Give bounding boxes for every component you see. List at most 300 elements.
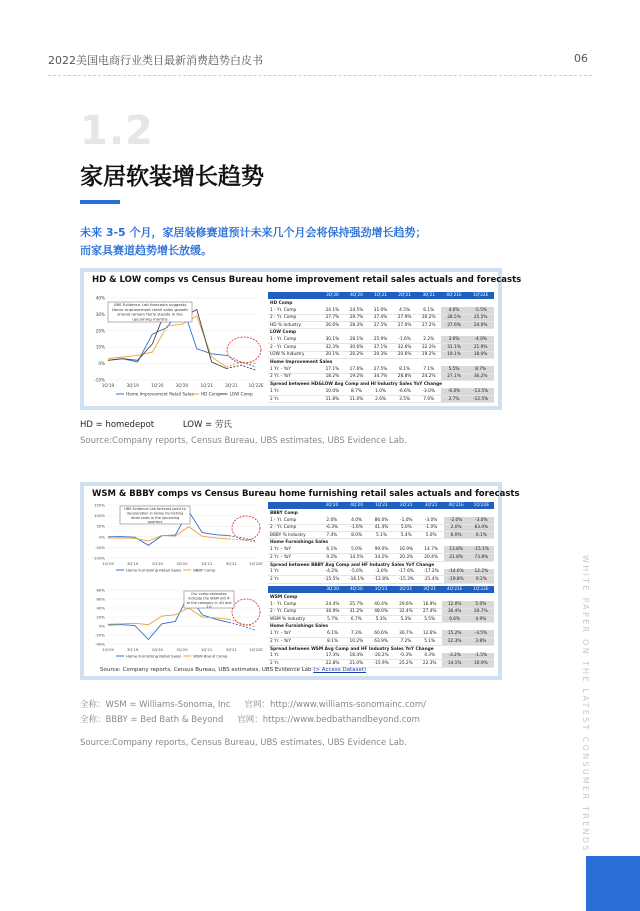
figure1-line-chart [86, 288, 264, 400]
table-cell: 30.6% [344, 344, 368, 351]
figure2-wsm-table [268, 586, 494, 668]
table-cell: 20.2% [344, 351, 368, 358]
table-cell: 4.0% [344, 517, 369, 524]
table-cell: 2.6% [369, 395, 393, 402]
annotation-text: UBS Evidence Lab forecasts suggests [113, 302, 187, 307]
table-cell: 3.0% [441, 336, 468, 343]
table-cell: -3.0% [369, 569, 394, 576]
table-row [268, 366, 494, 373]
y-tick-label: 10% [95, 344, 105, 350]
bbby-fullname: 全称：BBBY = Bed Bath & Beyond [80, 715, 224, 725]
table-cell: 27.1% [441, 373, 468, 380]
table-cell: 7.2% [394, 638, 418, 645]
table-cell: 10.0% [320, 388, 344, 395]
table-cell: 16.9% [468, 660, 494, 667]
table-cell: 8.7% [467, 366, 494, 373]
x-tick-label: 3Q'19 [127, 561, 139, 566]
table-cell: 22.8% [321, 660, 345, 667]
table-cell: 10.2% [344, 638, 368, 645]
table-cell: 8.7% [344, 388, 368, 395]
figure2-table-bottom-panel [268, 586, 494, 668]
lead-paragraph [80, 224, 480, 260]
table-cell: 31.0% [369, 307, 393, 314]
x-tick-label: 1Q'21 [201, 647, 213, 652]
table-cell: 21.9% [467, 344, 494, 351]
table-cell: 31.2% [344, 608, 368, 615]
row-label: 2 Yr. [268, 395, 320, 402]
table-row [268, 322, 494, 329]
table-row [268, 307, 494, 314]
bbby-website: 官网：https://www.bedbathandbeyond.com [237, 715, 420, 725]
row-label: 1 Yr. - YoY [268, 546, 319, 553]
side-vertical-text: WHITE PAPER ON THE LATEST CONSUMER TRENDS [581, 555, 590, 853]
row-label: 1 - Yr. Comp [268, 517, 319, 524]
table-cell: 2.2% [417, 336, 441, 343]
row-label: 2 Yr. [268, 576, 319, 583]
note-low: LOW = 劳氏 [182, 420, 232, 430]
table-subheader-row [268, 539, 494, 546]
table-cell: 34.2% [369, 554, 394, 561]
row-label: 2 - Yr. Comp [268, 608, 321, 615]
table-cell: 5.0% [344, 546, 369, 553]
table-subheader-row [268, 329, 494, 336]
y-tick-label: 50% [96, 523, 105, 529]
table-cell: 24.0% [467, 322, 494, 329]
row-label: 1 Yr. - YoY [268, 630, 321, 637]
y-tick-label: -50% [95, 544, 105, 550]
table-subheader-row [268, 645, 494, 652]
section-number: 1.2 [80, 108, 154, 154]
table-cell: 27.5% [369, 322, 393, 329]
forecast-highlight-circle [227, 337, 261, 363]
table-cell: 5.3% [368, 616, 394, 623]
row-label: 2 - Yr. Comp [268, 524, 319, 531]
table-row [268, 630, 494, 637]
y-tick-label: 100% [94, 513, 105, 519]
table-cell: 28.3% [344, 322, 368, 329]
table-cell: -20.2% [368, 653, 394, 660]
table-cell: -1.0% [419, 524, 444, 531]
table-cell: -1.6% [393, 336, 417, 343]
table-cell: -1.6% [344, 524, 369, 531]
table-cell: 24.2% [417, 373, 441, 380]
table-cell: 12.2% [469, 569, 494, 576]
table-cell: 9.2% [319, 554, 344, 561]
table-cell: 32.4% [394, 608, 418, 615]
figure2-title: WSM & BBBY comps vs Census Bureau home furnishing retail sales actuals and forecasts [92, 489, 520, 499]
table-row [268, 576, 494, 583]
row-label: BBBY Comp [270, 510, 298, 516]
series-forecast-line [229, 536, 256, 541]
table-cell: 8.0% [344, 532, 369, 539]
row-label: 1 - Yr. Comp [268, 336, 320, 343]
table-cell: 63.9% [368, 638, 394, 645]
table-cell: 12.6% [418, 630, 442, 637]
table-cell: 32.3% [417, 344, 441, 351]
table-cell: -21.4% [419, 576, 444, 583]
y-tick-label: 40% [96, 605, 105, 611]
table-cell: -16.1% [344, 576, 369, 583]
table-cell: 27.0% [393, 322, 417, 329]
table-cell: 22.3% [418, 660, 442, 667]
column-header: 2Q'21 [393, 292, 417, 299]
table-cell: 25.7% [344, 601, 368, 608]
y-tick-label: 0% [98, 361, 105, 367]
legend-label: Home Furnishing Retail Sales [126, 653, 182, 659]
table-row [268, 653, 494, 660]
legend-label: LOW Comp [229, 391, 253, 397]
table-cell: 6.1% [417, 307, 441, 314]
table-cell: 2.7% [441, 395, 468, 402]
y-tick-label: 30% [95, 311, 105, 317]
table-cell: -0.3% [394, 653, 418, 660]
figure2-table-top-panel [268, 502, 494, 584]
table-cell: 15.2% [442, 630, 468, 637]
table-cell: 14.1% [442, 660, 468, 667]
lead-line-1: 未来 3-5 个月，家居装修赛道预计未来几个月会将保持强劲增长趋势； [80, 226, 427, 239]
table-cell: 6.0% [444, 532, 469, 539]
table-cell: 7.1% [417, 366, 441, 373]
table-cell: 24.1% [320, 307, 344, 314]
header-title: 2022美国电商行业类目最新消费趋势白皮书 [48, 54, 263, 67]
table-cell: 31.1% [441, 344, 468, 351]
table-cell: 30.2% [417, 314, 441, 321]
row-label: Spread between BBBY Avg Comp and HF Industry Sales YoY Change [270, 562, 435, 568]
table-cell: -3.5% [468, 630, 494, 637]
table-row [268, 336, 494, 343]
row-label: WSM Comp [270, 594, 298, 600]
table-cell: -15.1% [469, 546, 494, 553]
table-row [268, 351, 494, 358]
x-tick-label: 1Q'19 [102, 561, 114, 566]
annotation-text: upcoming months [132, 316, 168, 322]
x-tick-label: 1Q'19 [101, 383, 115, 388]
table-cell: -15.3% [394, 576, 419, 583]
column-header: 4Q'20 [344, 502, 369, 509]
table-cell: 7.0% [417, 395, 441, 402]
y-tick-label: -10% [94, 377, 105, 383]
table-cell: 37.1% [369, 344, 393, 351]
figure2-source [100, 667, 366, 673]
table-cell: 5.0% [419, 532, 444, 539]
y-tick-label: -100% [92, 555, 105, 561]
table-cell: 2.0% [444, 524, 469, 531]
annotation-text: deceleration in Home Furnishing [126, 511, 184, 516]
annotation-text: Our comp estimates [191, 592, 227, 596]
table-cell: 6.1% [469, 532, 494, 539]
column-header [268, 292, 320, 299]
table-subheader-row [268, 299, 494, 306]
table-row [268, 554, 494, 561]
row-label: Home Furnishings Sales [270, 540, 329, 546]
table-cell: 27.5% [369, 366, 393, 373]
note-hd: HD = homedepot [80, 420, 155, 430]
table-cell: 19.2% [344, 373, 368, 380]
table-cell: 29.6% [394, 601, 418, 608]
figure1-data-table [268, 292, 494, 403]
x-tick-label: 1Q'19 [102, 647, 114, 652]
table-cell: 20.4% [419, 554, 444, 561]
legend-label: Home Improvement Retail Sales [126, 391, 194, 397]
row-label: Spread between WSM Avg Comp and HF Industry Sales YoY Change [270, 646, 434, 652]
row-label: BBBY % Industry [268, 532, 319, 539]
row-label: 2 Yr. - YoY [268, 373, 320, 380]
table-cell: 26.6% [320, 322, 344, 329]
row-label: 2 Yr. [268, 660, 321, 667]
y-tick-label: 0% [98, 534, 105, 540]
table-cell: 5.1% [418, 638, 442, 645]
table-cell: -4.0% [467, 336, 494, 343]
table-cell: 4.0% [441, 307, 468, 314]
row-label: LOW Comp [270, 330, 297, 336]
table-cell: 28.1% [344, 336, 368, 343]
forecast-highlight-circle [232, 599, 260, 625]
legend-label: Home Furnishing Retail Sales [126, 567, 182, 573]
table-cell: 16.9% [418, 601, 442, 608]
table-cell: 14.5% [344, 554, 369, 561]
table-cell: 20.6% [393, 351, 417, 358]
table-subheader-row [268, 623, 494, 630]
column-header: 3Q'21 [417, 292, 441, 299]
table-cell: -3.0% [469, 517, 494, 524]
table-cell: 24.5% [344, 307, 368, 314]
table-cell: 5.5% [441, 366, 468, 373]
table-cell: 41.4% [369, 524, 394, 531]
table-cell: 4.5% [393, 307, 417, 314]
y-tick-label: 20% [95, 328, 105, 334]
table-subheader-row [268, 381, 494, 388]
table-cell: 60.6% [368, 630, 394, 637]
row-label: Home Furnishings Sales [270, 624, 329, 630]
row-label: 1 Yr. - YoY [268, 366, 320, 373]
row-label: 2 - Yr. Comp [268, 344, 320, 351]
table-cell: 24.4% [321, 601, 345, 608]
column-header: 4Q'21E [442, 586, 468, 593]
table-row [268, 373, 494, 380]
table-cell: 40.4% [368, 601, 394, 608]
table-row [268, 616, 494, 623]
table-cell: 28.8% [393, 373, 417, 380]
column-header: 3Q'21 [419, 502, 444, 509]
table-cell: 13.8% [444, 546, 469, 553]
table-row [268, 524, 494, 531]
forecast-highlight-circle [232, 516, 260, 540]
x-tick-label: 1Q'20 [151, 561, 163, 566]
x-tick-label: 3Q'21 [225, 383, 238, 388]
table-cell: -13.5% [467, 388, 494, 395]
table-cell: 11.8% [320, 395, 344, 402]
annotation-text: Home Improvement retail sales growth [111, 306, 189, 312]
annotation-text: should remain fairly steady in the [117, 311, 183, 317]
table-subheader-row [268, 359, 494, 366]
table-row [268, 601, 494, 608]
table-cell: -19.8% [444, 576, 469, 583]
table-cell: 5.4% [394, 532, 419, 539]
column-header: 3Q'20 [320, 292, 344, 299]
table-cell: 5.1% [369, 532, 394, 539]
table-cell: -5.5% [467, 307, 494, 314]
row-label: 1 Yr. [268, 569, 319, 576]
table-cell: -6.0% [441, 388, 468, 395]
table-cell: 16.9% [394, 546, 419, 553]
table-cell: 12.0% [442, 601, 468, 608]
table-row [268, 388, 494, 395]
annotation-text: retail sales in the upcoming [130, 515, 180, 520]
column-header: 4Q'20 [344, 292, 368, 299]
x-tick-label: 3Q'20 [176, 647, 188, 652]
table-cell: 27.6% [441, 322, 468, 329]
y-tick-label: 20% [96, 614, 105, 620]
table-cell: 73.8% [469, 554, 494, 561]
column-header: 4Q'21E [441, 292, 468, 299]
table-cell: 9.2% [469, 576, 494, 583]
column-header: 2Q'21 [394, 502, 419, 509]
access-dataset-link[interactable]: (> Access Dataset) [313, 667, 367, 673]
x-tick-label: 1Q'22E [248, 383, 264, 388]
table-row [268, 344, 494, 351]
table-cell: -6.6% [393, 388, 417, 395]
figure2-bbby-table [268, 502, 494, 584]
table-cell: 5.0% [468, 601, 494, 608]
table-cell: 6.6% [442, 616, 468, 623]
figure2-bbby-chart [86, 500, 264, 574]
lead-line-2: 而家具赛道趋势增长放缓。 [80, 244, 212, 257]
column-header: 3Q'21 [418, 586, 442, 593]
table-subheader-row [268, 593, 494, 600]
table-cell: 7.3% [344, 630, 368, 637]
table-cell: -14.6% [444, 569, 469, 576]
corner-accent-block [586, 856, 640, 911]
annotation-text: quarters [147, 520, 163, 525]
table-cell: -12.5% [467, 395, 494, 402]
table-cell: 20.3% [369, 351, 393, 358]
table-cell: 6.1% [321, 630, 345, 637]
column-header [268, 502, 319, 509]
x-tick-label: 1Q'21 [201, 561, 213, 566]
table-row [268, 532, 494, 539]
table-cell: 19.1% [441, 351, 468, 358]
column-header: 2Q'21 [394, 586, 418, 593]
y-tick-label: -20% [95, 632, 105, 638]
table-row [268, 638, 494, 645]
table-cell: 36.4% [442, 608, 468, 615]
table-cell: -1.0% [394, 517, 419, 524]
table-cell: -12.8% [369, 576, 394, 583]
table-subheader-row [268, 561, 494, 568]
table-cell: 17.3% [321, 653, 345, 660]
table-cell: 7.4% [319, 532, 344, 539]
table-cell: 27.9% [393, 314, 417, 321]
column-header: 3Q'20 [321, 586, 345, 593]
column-header: 4Q'21E [444, 502, 469, 509]
table-cell: -1.5% [468, 653, 494, 660]
row-label: WSM % Industry [268, 616, 321, 623]
table-cell: 11.0% [344, 395, 368, 402]
annotation-text: indicate the WSM will # [188, 596, 230, 601]
table-cell: 83.0% [469, 524, 494, 531]
table-cell: 20.7% [468, 608, 494, 615]
y-tick-label: 0% [98, 623, 105, 629]
table-cell: 29.7% [344, 314, 368, 321]
x-tick-label: 1Q'20 [151, 383, 164, 388]
column-header: 1Q'22E [467, 292, 494, 299]
table-row [268, 546, 494, 553]
x-tick-label: 3Q'19 [127, 647, 139, 652]
column-header: 1Q'21 [369, 292, 393, 299]
table-cell: 21.8% [444, 554, 469, 561]
figure1-title: HD & LOW comps vs Census Bureau home improvement retail sales actuals and forecasts [92, 275, 522, 285]
table-cell: 48.0% [368, 608, 394, 615]
column-header: 1Q'21 [369, 502, 394, 509]
x-tick-label: 3Q'21 [225, 561, 237, 566]
annotation-text: UBS Evidence Lab forecast point to [124, 507, 186, 511]
annotation-text: 1Q [206, 605, 212, 610]
row-label: 1 Yr. [268, 388, 320, 395]
table-cell: 22.3% [442, 638, 468, 645]
series-forecast-line [226, 365, 256, 370]
header-divider [48, 75, 592, 76]
x-tick-label: 1Q'20 [151, 647, 163, 652]
y-tick-label: -40% [95, 641, 105, 647]
table-cell: 25.5% [467, 314, 494, 321]
table-row [268, 517, 494, 524]
figure2-source-text: Source: Company reports, Census Bureau, UBS estimates, UBS Evidence Lab [100, 667, 312, 673]
table-cell: -4.2% [319, 569, 344, 576]
table-cell: 36.2% [467, 373, 494, 380]
x-tick-label: 1Q'22E [249, 561, 263, 566]
column-header [268, 586, 321, 593]
table-cell: 17.1% [320, 366, 344, 373]
wsm-fullname: 全称：WSM = Williams-Sonoma, Inc [80, 700, 231, 710]
y-tick-label: 80% [96, 587, 105, 593]
row-label: 2 Yr. - YoY [268, 554, 319, 561]
legend-label: WSM Brand Comp [193, 653, 228, 659]
table-row [268, 569, 494, 576]
row-label: 1 - Yr. Comp [268, 307, 320, 314]
section-accent-bar [80, 200, 120, 204]
series-line [108, 608, 229, 625]
source-1: Source:Company reports, Census Bureau, UBS estimates, UBS Evidence Lab. [80, 436, 407, 446]
table-cell: 37.4% [369, 314, 393, 321]
table-cell: 17.6% [344, 366, 368, 373]
table-cell: 32.3% [320, 344, 344, 351]
x-tick-label: 1Q'21 [200, 383, 213, 388]
table-cell: 6.1% [319, 546, 344, 553]
table-cell: -15.9% [368, 660, 394, 667]
table-cell: 4.9% [468, 616, 494, 623]
row-label: 2 Yr. - YoY [268, 638, 321, 645]
row-label: HD % Industry [268, 322, 320, 329]
table-cell: 21.0% [344, 660, 368, 667]
table-row [268, 395, 494, 402]
row-label: 1 - Yr. Comp [268, 601, 321, 608]
column-header: 1Q'22E [469, 502, 494, 509]
table-cell: 18.4% [344, 653, 368, 660]
y-tick-label: 60% [96, 596, 105, 602]
source-2: Source:Company reports, Census Bureau, UBS estimates, UBS Evidence Lab. [80, 738, 407, 748]
table-cell: -17.6% [394, 569, 419, 576]
table-cell: 27.2% [417, 322, 441, 329]
x-tick-label: 3Q'21 [225, 647, 237, 652]
column-header: 1Q'21 [368, 586, 394, 593]
table-cell: 3.8% [468, 638, 494, 645]
y-tick-label: 150% [94, 502, 105, 508]
table-cell: -5.0% [344, 569, 369, 576]
table-cell: 2.0% [319, 517, 344, 524]
legend-label: BBBY Comp [193, 567, 216, 573]
table-row [268, 608, 494, 615]
table-subheader-row [268, 509, 494, 516]
